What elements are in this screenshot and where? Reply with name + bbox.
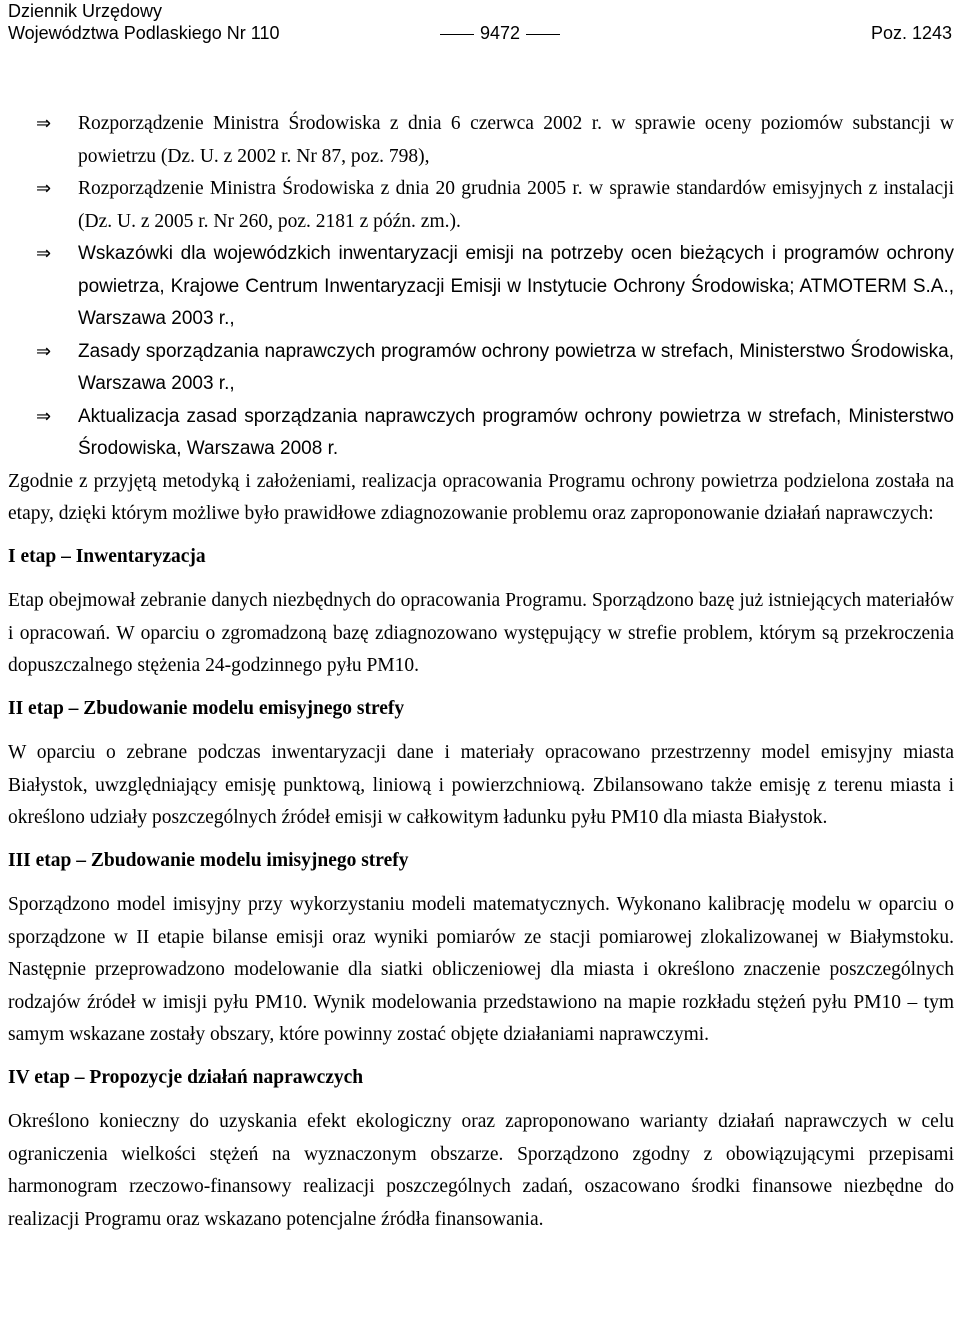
stage-4-heading: IV etap – Propozycje działań naprawczych [8, 1066, 364, 1088]
arrow-right-icon: ⇒ [36, 243, 52, 264]
journal-subtitle: Województwa Podlaskiego Nr 110 [8, 23, 280, 43]
header-line [8, 22, 952, 46]
page-header [8, 0, 952, 46]
page-number-dash-left [440, 34, 474, 35]
reference-list [8, 108, 954, 466]
position-number: Poz. 1243 [870, 23, 952, 43]
reference-item [8, 108, 954, 173]
reference-item [8, 401, 954, 466]
reference-text: Aktualizacja zasad sporządzania naprawczych programów ochrony powietrza w strefach, Ministerstwo Środowiska, Warszawa 2008 r. [78, 405, 954, 459]
page-number: 9472 [480, 23, 521, 43]
stage-3-heading: III etap – Zbudowanie modelu imisyjnego strefy [8, 849, 409, 871]
reference-text: Zasady sporządzania naprawczych programów ochrony powietrza w strefach, Ministerstwo Środowiska, Warszawa 2003 r., [78, 340, 954, 394]
reference-item [8, 173, 954, 238]
reference-text: Wskazówki dla wojewódzkich inwentaryzacji emisji na potrzeby ocen bieżących i programów ochrony powietrza, Krajowe Centrum Inwentaryzacji Emisji w Instytucie Ochrony Środowiska; ATMOTERM S.A., Warszawa 2003 r., [78, 243, 954, 329]
arrow-right-icon: ⇒ [36, 340, 52, 362]
stage-1-text: Etap obejmował zebranie danych niezbędnych do opracowania Programu. Sporządzono bazę już istniejących materiałów i opracowań. W oparciu o zgromadzoną bazę zdiagnozowano występujący w strefie problem, którym są przekroczenia dopuszczalnego stężenia 24-godzinnego pyłu PM10. [8, 590, 954, 676]
reference-item [8, 336, 954, 401]
arrow-right-icon: ⇒ [36, 405, 52, 427]
document-body [8, 108, 954, 1236]
intro-paragraph: Zgodnie z przyjętą metodyką i założeniami, realizacja opracowania Programu ochrony powietrza podzielona została na etapy, dzięki którym możliwe było prawidłowe zdiagnozowanie problemu oraz zaproponowanie działań naprawczych: [8, 470, 954, 524]
reference-item [8, 238, 954, 336]
stage-4-text: Określono konieczny do uzyskania efekt ekologiczny oraz zaproponowano warianty działań naprawczych w celu ograniczenia wielkości stężeń na wyznaczonym obszarze. Sporządzono zgodny z obowiązującymi przepisami harmonogram rzeczowo-finansowy realizacji poszczególnych zadań, oszacowano środki finansowe niezbędne do realizacji Programu oraz wskazano potencjalne źródła finansowania. [8, 1111, 954, 1230]
reference-text: Rozporządzenie Ministra Środowiska z dnia 20 grudnia 2005 r. w sprawie standardów emisyjnych z instalacji (Dz. U. z 2005 r. Nr 260, poz. 2181 z późn. zm.). [78, 178, 954, 232]
arrow-right-icon: ⇒ [36, 113, 52, 134]
stage-3-text: Sporządzono model imisyjny przy wykorzystaniu modeli matematycznych. Wykonano kalibrację modelu w oparciu o sporządzone w II etapie bilanse emisji oraz wyniki pomiarów ze stacji pomiarowej zlokalizowanej w Białymstoku. Następnie przeprowadzono modelowanie dla siatki obliczeniowej dla miasta i określono znaczenie poszczególnych rodzajów źródeł w imisji pyłu PM10. Wynik modelowania przedstawiono na mapie rozkładu stężeń pyłu PM10 – tym samym wskazane zostały obszary, które powinny zostać objęte działaniami naprawczymi. [8, 894, 954, 1045]
page-number-dash-right [526, 34, 560, 35]
page-number-block [434, 22, 566, 44]
reference-text: Rozporządzenie Ministra Środowiska z dnia 6 czerwca 2002 r. w sprawie oceny poziomów substancji w powietrzu (Dz. U. z 2002 r. Nr 87, poz. 798), [78, 113, 954, 167]
journal-title: Dziennik Urzędowy [8, 1, 163, 21]
stage-2-heading: II etap – Zbudowanie modelu emisyjnego strefy [8, 697, 405, 719]
stage-1-heading: I etap – Inwentaryzacja [8, 545, 206, 567]
arrow-right-icon: ⇒ [36, 178, 52, 199]
stage-2-text: W oparciu o zebrane podczas inwentaryzacji dane i materiały opracowano przestrzenny model emisyjny miasta Białystok, uwzględniający emisję punktową, liniową i powierzchniową. Zbilansowano także emisję z terenu miasta i określono udziały poszczególnych źródeł emisji w całkowitym ładunku pyłu PM10 dla miasta Białystok. [8, 742, 954, 828]
